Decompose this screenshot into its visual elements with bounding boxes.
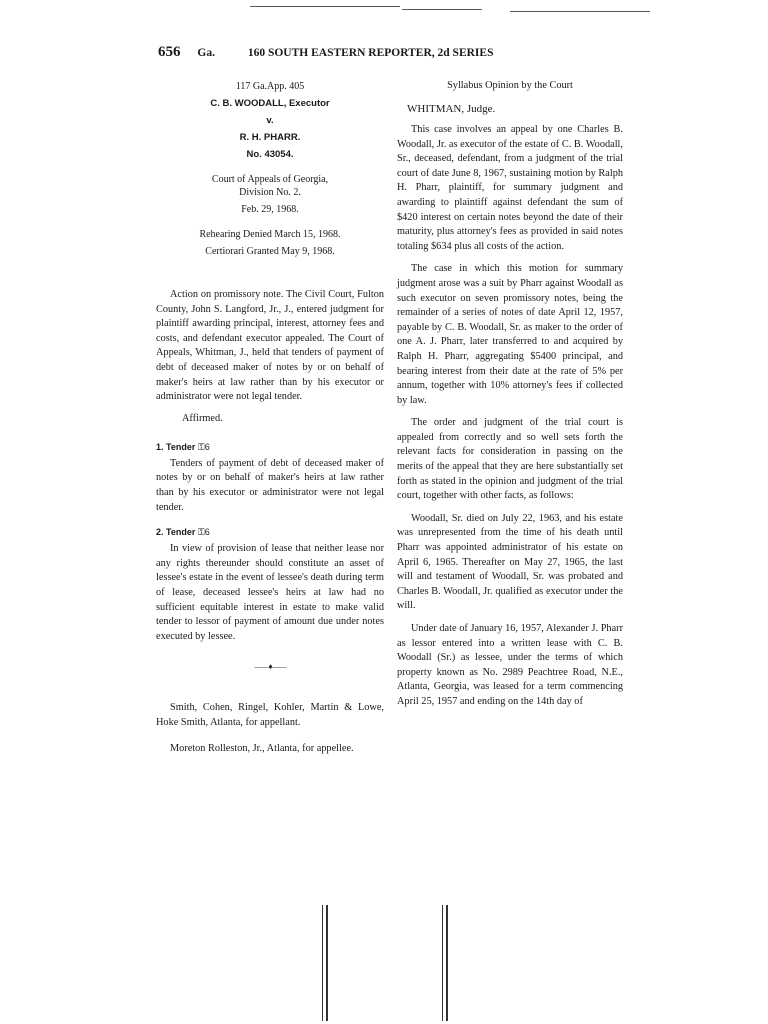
court-division: Division No. 2.: [239, 187, 301, 198]
key-number-icon: ⚿6: [197, 441, 210, 452]
headnote-text: Tenders of payment of debt of deceased maker of notes by or on behalf of maker's heirs at law rather than by his executor or administrator were not legal tender.: [156, 457, 384, 513]
opinion-paragraph: Woodall, Sr. died on July 22, 1963, and his estate was unrepresented from the time of his death until Pharr was appointed administrator of his estate on April 6, 1965. Thereafter on May 27, 1965, the last will and testament of Woodall, Sr. was probated and Charles B. Woodall, Jr. qualified as executor under the will.: [397, 512, 623, 612]
key-number-icon: ⚿6: [197, 527, 210, 538]
section-ornament: ——♦——: [254, 662, 286, 672]
scan-artifact-line: [250, 6, 400, 7]
headnote-heading: [156, 527, 384, 538]
opinion-paragraph: The case in which this motion for summary judgment arose was a suit by Pharr against Woodall as such executor on seven promissory notes, being the remainder of a series of notes of date April 12, 1957, payable by C. B. Woodall, Sr. as maker to the order of one A. J. Pharr, later transferred to and acquired by Ralph H. Pharr, aggregating $5400 principal, and bearing interest from their date at the rate of 5% per annum, together with 10% attorney's fees if collected by law.: [397, 263, 623, 406]
docket-number: No. 43054.: [246, 149, 294, 160]
opinion-heading: Syllabus Opinion by the Court: [447, 80, 573, 91]
binding-mark: [442, 905, 443, 1021]
appellant-caption: C. B. WOODALL, Executor: [210, 98, 330, 109]
appellee-caption: R. H. PHARR.: [239, 132, 301, 143]
headnote-topic: Tender: [166, 441, 196, 452]
opinion-paragraph: This case involves an appeal by one Charles B. Woodall, Jr. as executor of the estate of C. B. Woodall, Sr., deceased, defendant, from a judgment of the trial court of date June 8, 1967, sustaining motion by Ralph H. Pharr, plaintiff, for summary judgment and awarding to plaintiff against defendant the sum of $420 interest on certain notes beyond the date of their maturity, plus attorney's fees as provided in said notes totaling $634 plus all costs of the action.: [397, 124, 623, 252]
binding-mark: [446, 905, 448, 1021]
judge-name: WHITMAN, Judge.: [407, 103, 496, 115]
headnote-heading: [156, 442, 384, 453]
disposition: Affirmed.: [182, 412, 223, 424]
headnote-text: In view of provision of lease that neither lease nor any rights thereunder should constitute an asset of lessee's estate in the event of lessee's death during term of lease, deceased lessee's heirs at law had no sufficient equitable interest in estate to make valid tender to lessor of payment of amount due under notes executed by lessee.: [156, 543, 384, 642]
right-column: [397, 80, 623, 710]
case-summary: Action on promissory note. The Civil Court, Fulton County, John S. Langford, Jr., J., entered judgment for plaintiff awarding principal, interest, attorney fees and costs, and defendant executor appealed. The Court of Appeals, Whitman, J., held that tenders of payment of debt of deceased maker of notes by or on behalf of maker's heirs at law rather than by his executor or administrator were not legal tender.: [156, 289, 384, 403]
headnote-number: 1.: [156, 441, 164, 452]
certiorari-note: Certiorari Granted May 9, 1968.: [205, 246, 335, 257]
headnote-number: 2.: [156, 527, 164, 538]
counsel-appellant: Smith, Cohen, Ringel, Kohler, Martin & Lowe, Hoke Smith, Atlanta, for appellant.: [156, 702, 384, 728]
binding-mark: [326, 905, 328, 1021]
left-column: [156, 80, 384, 757]
reporter-title: 160 SOUTH EASTERN REPORTER, 2d SERIES: [247, 47, 494, 59]
scan-artifact-line: [402, 9, 482, 10]
decision-date: Feb. 29, 1968.: [241, 204, 299, 215]
citation: 117 Ga.App. 405: [235, 81, 305, 92]
state-abbrev: Ga.: [197, 47, 215, 59]
counsel-appellee: Moreton Rolleston, Jr., Atlanta, for appellee.: [170, 743, 354, 755]
headnote-topic: Tender: [166, 527, 196, 538]
versus: v.: [266, 115, 274, 126]
page-number: 656: [158, 44, 181, 60]
court-name: Court of Appeals of Georgia,: [211, 174, 329, 185]
opinion-paragraph: The order and judgment of the trial court is appealed from correctly and so well sets forth the relevant facts for consideration in passing on the merits of the appeal that they are here substantially set forth as stated in the opinion and judgment of the trial court, together with other facts, as follows:: [397, 417, 623, 502]
rehearing-note: Rehearing Denied March 15, 1968.: [199, 229, 341, 240]
running-header: [158, 44, 628, 61]
opinion-paragraph: Under date of January 16, 1957, Alexander J. Pharr as lessor entered into a written lease with C. B. Woodall (Sr.) as lessee, under the terms of which property known as No. 2989 Peachtree Road, N.E., Atlanta, Georgia, was leased for a term commencing April 25, 1957 and ending on the 14th day of: [397, 623, 623, 707]
binding-mark: [322, 905, 323, 1021]
scan-artifact-line: [510, 11, 650, 12]
